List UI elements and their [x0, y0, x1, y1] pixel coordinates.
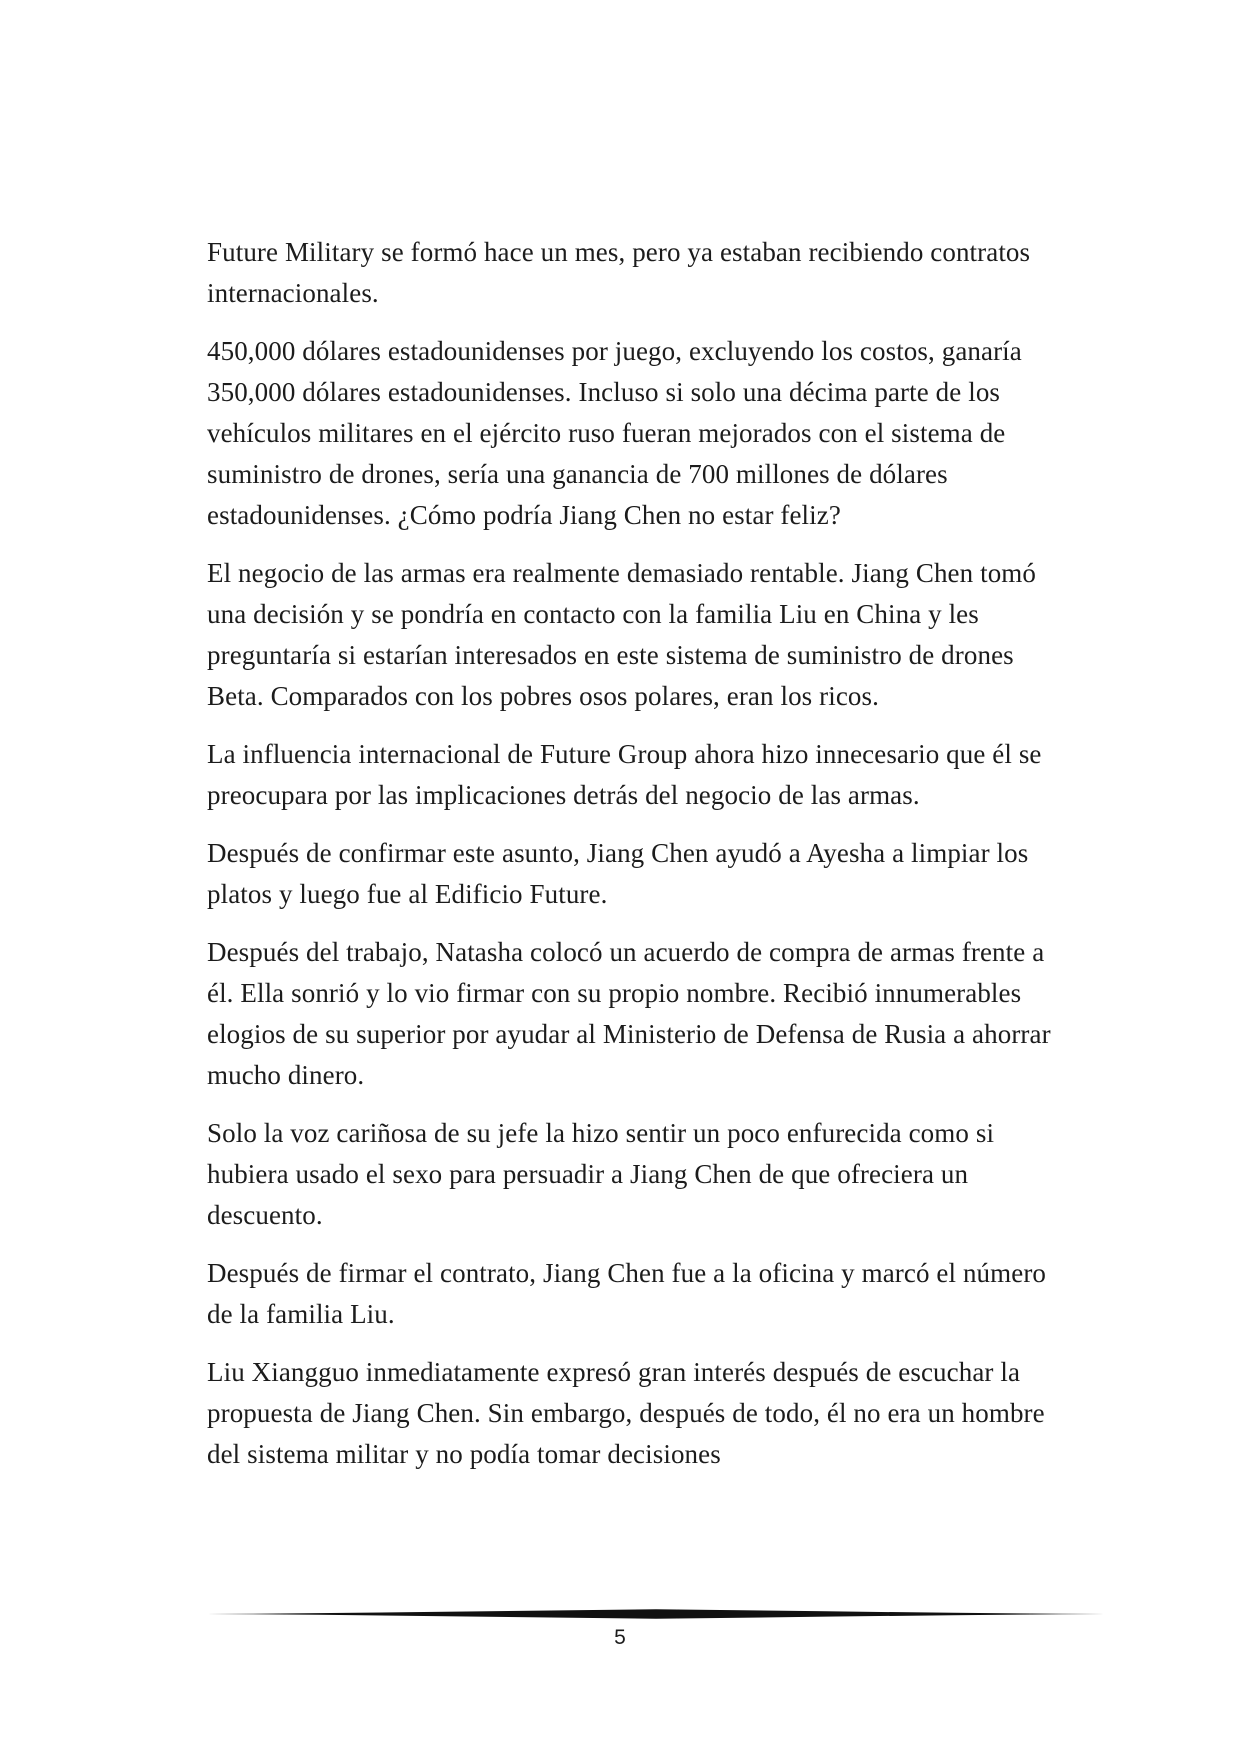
page-number: 5 — [614, 1626, 626, 1649]
paragraph: Después del trabajo, Natasha colocó un acuerdo de compra de armas frente a él. Ella sonrió y lo vio firmar con su propio nombre. Recibió innumerables elogios de su superior por ayudar al Ministerio de Defensa de Rusia a ahorrar mucho dinero. — [207, 937, 1051, 1090]
paragraph: La influencia internacional de Future Group ahora hizo innecesario que él se preocupara por las implicaciones detrás del negocio de las armas. — [207, 739, 1042, 810]
paragraph: Después de firmar el contrato, Jiang Chen fue a la oficina y marcó el número de la familia Liu. — [207, 1258, 1047, 1329]
paragraph: Future Military se formó hace un mes, pero ya estaban recibiendo contratos internacionales. — [207, 237, 1031, 308]
paragraph: Solo la voz cariñosa de su jefe la hizo sentir un poco enfurecida como si hubiera usado el sexo para persuadir a Jiang Chen de que ofreciera un descuento. — [207, 1118, 995, 1230]
body-text — [207, 232, 1067, 1492]
footer-divider — [207, 1606, 1105, 1622]
paragraph: Después de confirmar este asunto, Jiang Chen ayudó a Ayesha a limpiar los platos y luego fue al Edificio Future. — [207, 838, 1029, 909]
paragraph: El negocio de las armas era realmente demasiado rentable. Jiang Chen tomó una decisión y se pondría en contacto con la familia Liu en China y les preguntaría si estarían interesados en este sistema de suministro de drones Beta. Comparados con los pobres osos polares, eran los ricos. — [207, 558, 1036, 711]
paragraph: 450,000 dólares estadounidenses por juego, excluyendo los costos, ganaría 350,000 dólares estadounidenses. Incluso si solo una décima parte de los vehículos militares en el ejército ruso fueran mejorados con el sistema de suministro de drones, sería una ganancia de 700 millones de dólares estadounidenses. ¿Cómo podría Jiang Chen no estar feliz? — [207, 336, 1022, 530]
paragraph: Liu Xiangguo inmediatamente expresó gran interés después de escuchar la propuesta de Jiang Chen. Sin embargo, después de todo, él no era un hombre del sistema militar y no podía tomar decisiones — [207, 1357, 1045, 1469]
